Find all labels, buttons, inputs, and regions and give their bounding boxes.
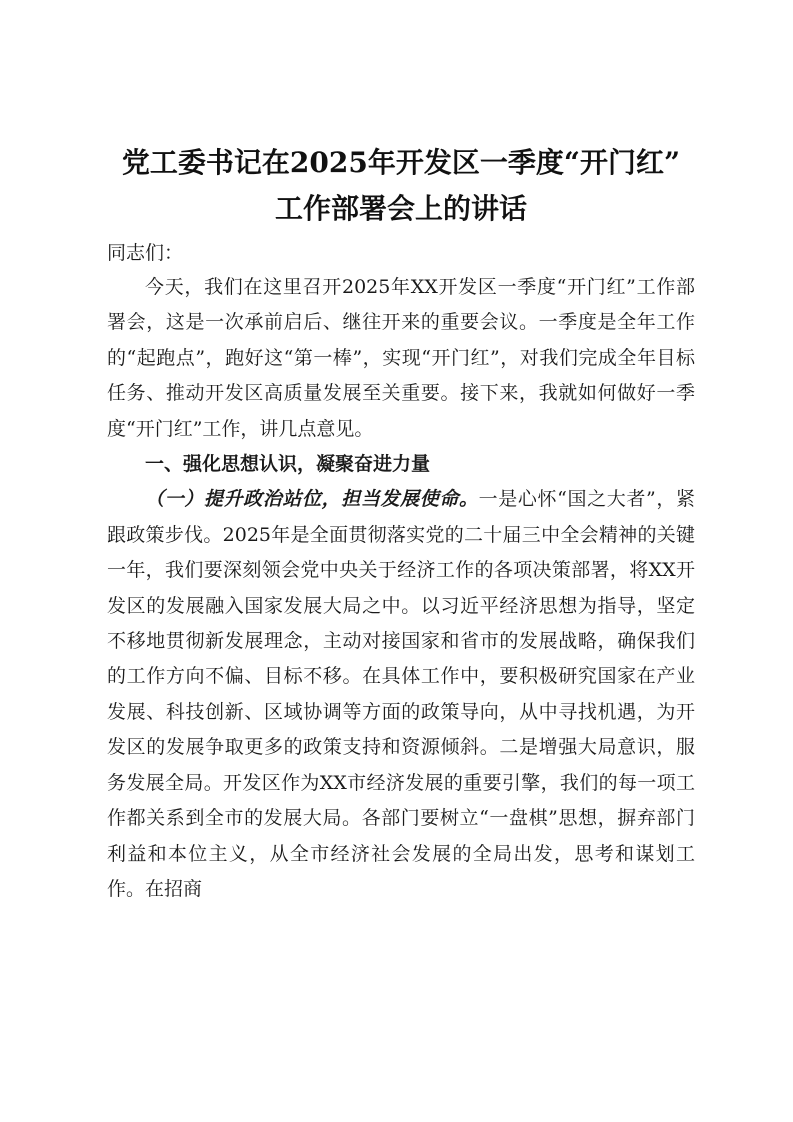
section-heading-1: 一、强化思想认识，凝聚奋进力量 [145,453,431,476]
document-page [107,140,695,907]
salutation: 同志们： [107,242,184,264]
subsection-body-1: 一是心怀“国之大者”，紧跟政策步伐。2025年是全面贯彻落实党的二十届三中全会精神的关键一年，我们要深刻领会党中央关于经济工作的各项决策部署，将XX开发区的发展融入国家发展大局之中。以习近平经济思想为指导，坚定不移地贯彻新发展理念，主动对接国家和省市的发展战略，确保我们的工作方向不偏、目标不移。在具体工作中，要积极研究国家在产业发展、科技创新、区域协调等方面的政策导向，从中寻找机遇，为开发区的发展争取更多的政策支持和资源倾斜。二是增强大局意识，服务发展全局。开发区作为XX市经济发展的重要引擎，我们的每一项工作都关系到全市的发展大局。各部门要树立“一盘棋”思想，摒弃部门利益和本位主义，从全市经济社会发展的全局出发，思考和谋划工作。在招商 [107,488,695,900]
intro-paragraph: 今天，我们在这里召开2025年XX开发区一季度“开门红”工作部署会，这是一次承前启后、继往开来的重要会议。一季度是全年工作的“起跑点”，跑好这“第一棒”，实现“开门红”，对我们完成全年目标任务、推动开发区高质量发展至关重要。接下来，我就如何做好一季度“开门红”工作，讲几点意见。 [107,276,695,440]
title-line-1: 党工委书记在2025年开发区一季度“开门红” [121,146,681,179]
subsection-lead-1: （一）提升政治站位，担当发展使命。 [145,488,479,511]
document-title [107,140,695,232]
subsection-paragraph-1 [107,482,695,907]
title-line-2: 工作部署会上的讲话 [274,192,527,225]
